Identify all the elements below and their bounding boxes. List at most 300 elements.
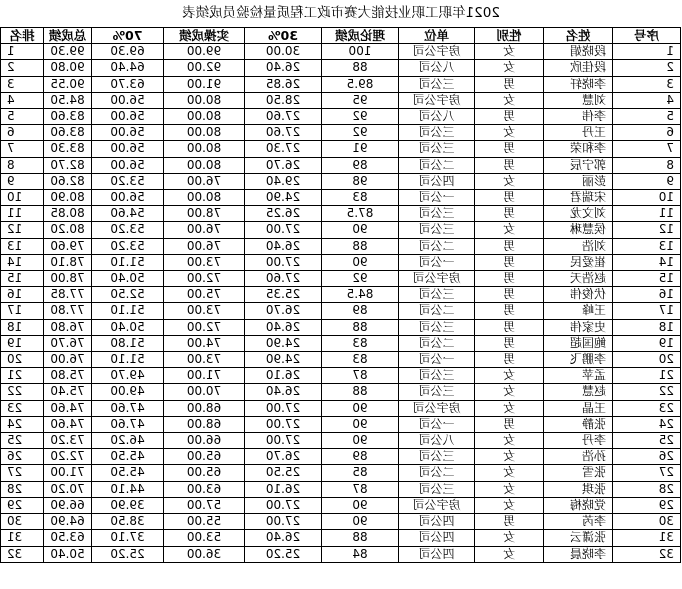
cell-theory-30pct: 27.00 xyxy=(245,254,322,270)
cell-theory-30pct: 26.40 xyxy=(245,530,322,546)
header-cell: 实操成绩 xyxy=(164,28,245,44)
cell-name: 李和荣 xyxy=(544,141,613,157)
cell-theory-score: 88 xyxy=(322,238,399,254)
table-row xyxy=(1,157,681,173)
cell-total-score: 71.00 xyxy=(44,465,92,481)
cell-gender: 男 xyxy=(475,271,544,287)
cell-practical-70pct: 49.70 xyxy=(92,368,164,384)
sheet-title: 2021年职工职业技能大赛市政工程质量检验员成绩表 xyxy=(182,5,500,21)
cell-gender: 男 xyxy=(475,303,544,319)
cell-practical-score: 74.00 xyxy=(164,335,245,351)
cell-practical-70pct: 64.40 xyxy=(92,60,164,76)
table-row xyxy=(1,254,681,270)
cell-rank: 26 xyxy=(1,449,44,465)
cell-seq: 28 xyxy=(613,481,681,497)
cell-theory-30pct: 26.40 xyxy=(245,238,322,254)
cell-practical-score: 76.00 xyxy=(164,238,245,254)
cell-rank: 19 xyxy=(1,335,44,351)
cell-unit: 房宇公司 xyxy=(399,400,475,416)
cell-rank: 4 xyxy=(1,92,44,108)
cell-unit: 四公司 xyxy=(399,514,475,530)
cell-gender: 女 xyxy=(475,546,544,562)
cell-gender: 女 xyxy=(475,497,544,513)
cell-unit: 八公司 xyxy=(399,433,475,449)
cell-rank: 6 xyxy=(1,125,44,141)
cell-theory-score: 91 xyxy=(322,141,399,157)
cell-theory-score: 90 xyxy=(322,400,399,416)
cell-practical-score: 78.00 xyxy=(164,206,245,222)
cell-seq: 2 xyxy=(613,60,681,76)
cell-gender: 女 xyxy=(475,400,544,416)
cell-practical-70pct: 53.20 xyxy=(92,222,164,238)
cell-theory-score: 90 xyxy=(322,497,399,513)
cell-unit: 三公司 xyxy=(399,141,475,157)
cell-practical-score: 71.00 xyxy=(164,368,245,384)
cell-name: 王晶 xyxy=(544,400,613,416)
cell-unit: 三公司 xyxy=(399,287,475,303)
cell-total-score: 74.60 xyxy=(44,400,92,416)
table-row xyxy=(1,222,681,238)
cell-total-score: 99.30 xyxy=(44,44,92,60)
cell-seq: 18 xyxy=(613,319,681,335)
cell-name: 王丹 xyxy=(544,125,613,141)
cell-unit: 三公司 xyxy=(399,368,475,384)
cell-theory-score: 90 xyxy=(322,433,399,449)
table-body xyxy=(1,44,681,563)
cell-seq: 12 xyxy=(613,222,681,238)
table-row xyxy=(1,238,681,254)
cell-theory-score: 92 xyxy=(322,125,399,141)
table-row xyxy=(1,481,681,497)
cell-theory-30pct: 26.85 xyxy=(245,76,322,92)
cell-seq: 9 xyxy=(613,173,681,189)
header-row xyxy=(1,28,681,44)
cell-rank: 16 xyxy=(1,287,44,303)
cell-theory-score: 89.5 xyxy=(322,76,399,92)
cell-name: 刘文龙 xyxy=(544,206,613,222)
cell-name: 王峰 xyxy=(544,303,613,319)
cell-seq: 16 xyxy=(613,287,681,303)
cell-practical-70pct: 56.00 xyxy=(92,157,164,173)
cell-gender: 男 xyxy=(475,141,544,157)
cell-practical-score: 76.00 xyxy=(164,173,245,189)
cell-total-score: 66.90 xyxy=(44,497,92,513)
header-cell: 总成绩 xyxy=(44,28,92,44)
cell-practical-score: 75.00 xyxy=(164,287,245,303)
table-row xyxy=(1,44,681,60)
cell-unit: 二公司 xyxy=(399,303,475,319)
cell-rank: 20 xyxy=(1,352,44,368)
cell-theory-score: 90 xyxy=(322,254,399,270)
cell-theory-score: 88 xyxy=(322,530,399,546)
cell-practical-70pct: 50.40 xyxy=(92,271,164,287)
cell-practical-score: 76.00 xyxy=(164,222,245,238)
cell-total-score: 75.80 xyxy=(44,368,92,384)
cell-name: 党晓梅 xyxy=(544,497,613,513)
cell-practical-score: 73.00 xyxy=(164,352,245,368)
cell-practical-70pct: 51.10 xyxy=(92,254,164,270)
cell-name: 侯慧琳 xyxy=(544,222,613,238)
table-row xyxy=(1,335,681,351)
cell-seq: 32 xyxy=(613,546,681,562)
cell-total-score: 76.80 xyxy=(44,319,92,335)
cell-theory-30pct: 27.00 xyxy=(245,222,322,238)
cell-practical-score: 53.00 xyxy=(164,530,245,546)
cell-total-score: 78.10 xyxy=(44,254,92,270)
cell-rank: 28 xyxy=(1,481,44,497)
cell-seq: 7 xyxy=(613,141,681,157)
cell-practical-70pct: 56.00 xyxy=(92,109,164,125)
cell-unit: 八公司 xyxy=(399,109,475,125)
cell-seq: 15 xyxy=(613,271,681,287)
cell-unit: 房宇公司 xyxy=(399,92,475,108)
table-row xyxy=(1,190,681,206)
cell-name: 伏俊伟 xyxy=(544,287,613,303)
cell-name: 史家伟 xyxy=(544,319,613,335)
cell-total-score: 63.50 xyxy=(44,530,92,546)
cell-total-score: 77.80 xyxy=(44,303,92,319)
cell-unit: 三公司 xyxy=(399,384,475,400)
table-row xyxy=(1,271,681,287)
cell-practical-70pct: 56.00 xyxy=(92,190,164,206)
cell-practical-70pct: 45.50 xyxy=(92,465,164,481)
cell-theory-30pct: 26.40 xyxy=(245,319,322,335)
cell-practical-score: 70.00 xyxy=(164,384,245,400)
cell-practical-70pct: 56.00 xyxy=(92,141,164,157)
table-row xyxy=(1,173,681,189)
cell-total-score: 75.40 xyxy=(44,384,92,400)
cell-unit: 三公司 xyxy=(399,206,475,222)
cell-theory-score: 84 xyxy=(322,546,399,562)
cell-practical-70pct: 45.50 xyxy=(92,449,164,465)
table-row xyxy=(1,109,681,125)
cell-rank: 8 xyxy=(1,157,44,173)
cell-unit: 八公司 xyxy=(399,60,475,76)
cell-name: 刘慧 xyxy=(544,92,613,108)
cell-practical-70pct: 47.60 xyxy=(92,416,164,432)
cell-seq: 6 xyxy=(613,125,681,141)
cell-theory-30pct: 27.30 xyxy=(245,141,322,157)
cell-unit: 一公司 xyxy=(399,416,475,432)
cell-theory-30pct: 26.25 xyxy=(245,206,322,222)
cell-seq: 8 xyxy=(613,157,681,173)
table-row xyxy=(1,92,681,108)
cell-name: 张静 xyxy=(544,416,613,432)
cell-seq: 1 xyxy=(613,44,681,60)
cell-theory-score: 85 xyxy=(322,465,399,481)
cell-total-score: 79.60 xyxy=(44,238,92,254)
cell-rank: 14 xyxy=(1,254,44,270)
cell-total-score: 77.85 xyxy=(44,287,92,303)
cell-unit: 房宇公司 xyxy=(399,271,475,287)
cell-practical-score: 72.00 xyxy=(164,319,245,335)
cell-practical-score: 92.00 xyxy=(164,60,245,76)
cell-practical-70pct: 51.10 xyxy=(92,303,164,319)
cell-gender: 男 xyxy=(475,352,544,368)
cell-name: 孙浩 xyxy=(544,449,613,465)
cell-practical-score: 80.00 xyxy=(164,92,245,108)
cell-theory-30pct: 26.70 xyxy=(245,157,322,173)
cell-seq: 17 xyxy=(613,303,681,319)
cell-rank: 32 xyxy=(1,546,44,562)
cell-theory-score: 95 xyxy=(322,92,399,108)
cell-theory-score: 100 xyxy=(322,44,399,60)
cell-unit: 三公司 xyxy=(399,481,475,497)
header-cell: 30% xyxy=(245,28,322,44)
cell-name: 彭丽 xyxy=(544,173,613,189)
cell-gender: 女 xyxy=(475,60,544,76)
cell-practical-score: 80.00 xyxy=(164,141,245,157)
cell-rank: 25 xyxy=(1,433,44,449)
cell-name: 张雪 xyxy=(544,465,613,481)
cell-total-score: 82.70 xyxy=(44,157,92,173)
cell-total-score: 83.60 xyxy=(44,109,92,125)
cell-name: 宋瑞君 xyxy=(544,190,613,206)
cell-practical-score: 80.00 xyxy=(164,109,245,125)
cell-practical-score: 72.00 xyxy=(164,271,245,287)
cell-practical-score: 65.00 xyxy=(164,449,245,465)
cell-name: 郭宁辰 xyxy=(544,157,613,173)
cell-name: 赵浩天 xyxy=(544,271,613,287)
cell-total-score: 76.70 xyxy=(44,335,92,351)
cell-rank: 30 xyxy=(1,514,44,530)
cell-theory-30pct: 30.00 xyxy=(245,44,322,60)
cell-theory-30pct: 26.70 xyxy=(245,449,322,465)
cell-unit: 房宇公司 xyxy=(399,497,475,513)
cell-practical-70pct: 25.20 xyxy=(92,546,164,562)
cell-practical-score: 55.00 xyxy=(164,514,245,530)
cell-practical-score: 57.00 xyxy=(164,497,245,513)
cell-theory-score: 92 xyxy=(322,271,399,287)
cell-theory-score: 88 xyxy=(322,60,399,76)
cell-practical-score: 68.00 xyxy=(164,416,245,432)
cell-rank: 12 xyxy=(1,222,44,238)
cell-theory-score: 89 xyxy=(322,449,399,465)
cell-rank: 23 xyxy=(1,400,44,416)
cell-theory-score: 90 xyxy=(322,514,399,530)
cell-theory-score: 87.5 xyxy=(322,206,399,222)
cell-theory-30pct: 29.40 xyxy=(245,173,322,189)
cell-theory-30pct: 26.70 xyxy=(245,303,322,319)
cell-theory-score: 90 xyxy=(322,416,399,432)
cell-unit: 三公司 xyxy=(399,222,475,238)
cell-total-score: 64.90 xyxy=(44,514,92,530)
cell-rank: 11 xyxy=(1,206,44,222)
cell-unit: 四公司 xyxy=(399,546,475,562)
cell-gender: 女 xyxy=(475,530,544,546)
cell-gender: 男 xyxy=(475,238,544,254)
cell-theory-30pct: 27.60 xyxy=(245,271,322,287)
header-cell: 性别 xyxy=(475,28,544,44)
cell-name: 段佳欣 xyxy=(544,60,613,76)
cell-gender: 女 xyxy=(475,368,544,384)
table-row xyxy=(1,384,681,400)
cell-unit: 二公司 xyxy=(399,238,475,254)
header-cell: 理论成绩 xyxy=(322,28,399,44)
cell-practical-70pct: 53.20 xyxy=(92,173,164,189)
cell-name: 刘浩 xyxy=(544,238,613,254)
cell-unit: 一公司 xyxy=(399,254,475,270)
cell-theory-30pct: 26.40 xyxy=(245,384,322,400)
cell-practical-score: 73.00 xyxy=(164,254,245,270)
cell-rank: 31 xyxy=(1,530,44,546)
cell-practical-70pct: 56.00 xyxy=(92,92,164,108)
cell-name: 李晓轩 xyxy=(544,76,613,92)
cell-gender: 女 xyxy=(475,433,544,449)
cell-theory-score: 88 xyxy=(322,384,399,400)
cell-practical-score: 36.00 xyxy=(164,546,245,562)
table-row xyxy=(1,530,681,546)
cell-practical-70pct: 38.50 xyxy=(92,514,164,530)
table-row xyxy=(1,141,681,157)
cell-theory-30pct: 25.50 xyxy=(245,465,322,481)
cell-gender: 女 xyxy=(475,465,544,481)
cell-name: 崔爱民 xyxy=(544,254,613,270)
cell-theory-30pct: 25.35 xyxy=(245,287,322,303)
header-cell: 排名 xyxy=(1,28,44,44)
cell-theory-30pct: 24.90 xyxy=(245,190,322,206)
cell-seq: 30 xyxy=(613,514,681,530)
cell-rank: 22 xyxy=(1,384,44,400)
cell-gender: 女 xyxy=(475,222,544,238)
table-row xyxy=(1,76,681,92)
cell-seq: 5 xyxy=(613,109,681,125)
cell-gender: 女 xyxy=(475,173,544,189)
cell-total-score: 73.20 xyxy=(44,433,92,449)
cell-gender: 女 xyxy=(475,125,544,141)
cell-name: 鲍国超 xyxy=(544,335,613,351)
cell-total-score: 83.60 xyxy=(44,125,92,141)
table-row xyxy=(1,206,681,222)
cell-theory-score: 83 xyxy=(322,352,399,368)
cell-gender: 女 xyxy=(475,44,544,60)
cell-seq: 24 xyxy=(613,416,681,432)
table-row xyxy=(1,400,681,416)
cell-theory-score: 87 xyxy=(322,368,399,384)
cell-rank: 2 xyxy=(1,60,44,76)
cell-seq: 19 xyxy=(613,335,681,351)
cell-rank: 18 xyxy=(1,319,44,335)
cell-rank: 15 xyxy=(1,271,44,287)
cell-practical-score: 73.00 xyxy=(164,303,245,319)
table-row xyxy=(1,416,681,432)
cell-theory-score: 87 xyxy=(322,481,399,497)
table-row xyxy=(1,497,681,513)
cell-theory-30pct: 24.90 xyxy=(245,352,322,368)
cell-rank: 5 xyxy=(1,109,44,125)
cell-theory-score: 92 xyxy=(322,109,399,125)
cell-gender: 女 xyxy=(475,481,544,497)
cell-total-score: 50.40 xyxy=(44,546,92,562)
cell-seq: 21 xyxy=(613,368,681,384)
cell-unit: 三公司 xyxy=(399,125,475,141)
cell-rank: 3 xyxy=(1,76,44,92)
cell-seq: 4 xyxy=(613,92,681,108)
cell-practical-70pct: 50.40 xyxy=(92,319,164,335)
cell-unit: 一公司 xyxy=(399,352,475,368)
cell-name: 张琪 xyxy=(544,481,613,497)
cell-seq: 29 xyxy=(613,497,681,513)
cell-practical-70pct: 39.90 xyxy=(92,497,164,513)
cell-practical-70pct: 44.10 xyxy=(92,481,164,497)
cell-rank: 21 xyxy=(1,368,44,384)
cell-gender: 男 xyxy=(475,254,544,270)
cell-rank: 17 xyxy=(1,303,44,319)
cell-practical-70pct: 54.60 xyxy=(92,206,164,222)
cell-gender: 男 xyxy=(475,335,544,351)
cell-name: 李鹏飞 xyxy=(544,352,613,368)
header-cell: 单位 xyxy=(399,28,475,44)
header-cell: 姓名 xyxy=(544,28,613,44)
table-row xyxy=(1,449,681,465)
cell-total-score: 76.00 xyxy=(44,352,92,368)
cell-gender: 女 xyxy=(475,449,544,465)
cell-practical-score: 80.00 xyxy=(164,125,245,141)
cell-gender: 男 xyxy=(475,109,544,125)
cell-total-score: 80.90 xyxy=(44,190,92,206)
table-row xyxy=(1,368,681,384)
table-row xyxy=(1,546,681,562)
table-row xyxy=(1,433,681,449)
cell-theory-30pct: 24.90 xyxy=(245,335,322,351)
cell-gender: 女 xyxy=(475,92,544,108)
cell-unit: 二公司 xyxy=(399,465,475,481)
cell-name: 李丹 xyxy=(544,433,613,449)
cell-theory-score: 89 xyxy=(322,157,399,173)
table-row xyxy=(1,125,681,141)
cell-rank: 24 xyxy=(1,416,44,432)
cell-gender: 男 xyxy=(475,190,544,206)
header-cell: 70% xyxy=(92,28,164,44)
cell-seq: 10 xyxy=(613,190,681,206)
cell-seq: 13 xyxy=(613,238,681,254)
cell-seq: 25 xyxy=(613,433,681,449)
cell-seq: 11 xyxy=(613,206,681,222)
cell-practical-score: 68.00 xyxy=(164,400,245,416)
cell-theory-score: 83 xyxy=(322,190,399,206)
cell-unit: 三公司 xyxy=(399,76,475,92)
cell-theory-30pct: 26.40 xyxy=(245,60,322,76)
cell-gender: 男 xyxy=(475,76,544,92)
cell-theory-30pct: 27.60 xyxy=(245,125,322,141)
cell-name: 张潇云 xyxy=(544,530,613,546)
cell-theory-30pct: 25.20 xyxy=(245,546,322,562)
cell-practical-score: 91.00 xyxy=(164,76,245,92)
cell-practical-70pct: 37.10 xyxy=(92,530,164,546)
cell-total-score: 90.55 xyxy=(44,76,92,92)
cell-seq: 14 xyxy=(613,254,681,270)
cell-total-score: 70.20 xyxy=(44,481,92,497)
cell-gender: 男 xyxy=(475,416,544,432)
cell-practical-score: 80.00 xyxy=(164,190,245,206)
cell-theory-30pct: 27.00 xyxy=(245,514,322,530)
cell-seq: 3 xyxy=(613,76,681,92)
cell-practical-70pct: 51.10 xyxy=(92,352,164,368)
cell-practical-70pct: 51.80 xyxy=(92,335,164,351)
cell-seq: 22 xyxy=(613,384,681,400)
cell-unit: 三公司 xyxy=(399,319,475,335)
cell-seq: 23 xyxy=(613,400,681,416)
table-row xyxy=(1,514,681,530)
cell-theory-score: 88 xyxy=(322,319,399,335)
cell-practical-score: 65.00 xyxy=(164,465,245,481)
cell-seq: 20 xyxy=(613,352,681,368)
cell-practical-70pct: 52.50 xyxy=(92,287,164,303)
cell-seq: 27 xyxy=(613,465,681,481)
cell-rank: 9 xyxy=(1,173,44,189)
cell-name: 李伟 xyxy=(544,109,613,125)
cell-name: 孟苹 xyxy=(544,368,613,384)
